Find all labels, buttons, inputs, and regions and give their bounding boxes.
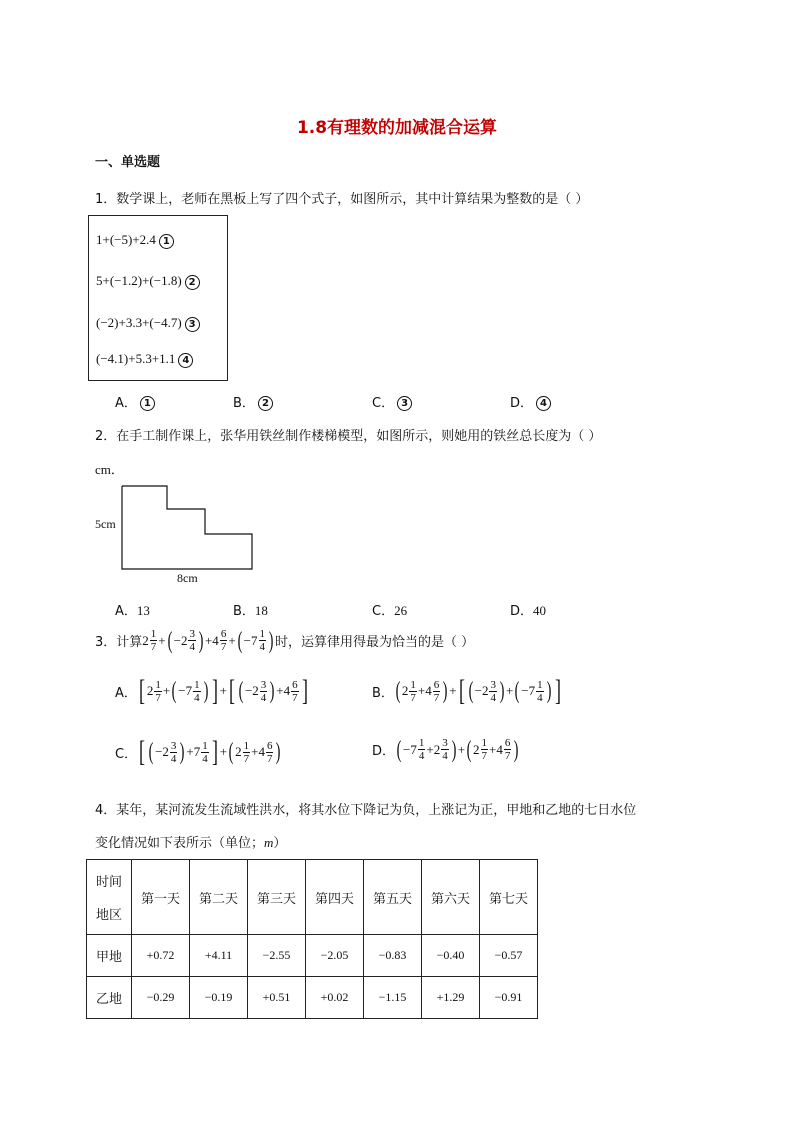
q2-option-c[interactable]: C．26 bbox=[372, 603, 408, 619]
question-3-text: 3．计算 2 $\frac{1}{7}$ + ( −2 $\frac{3}{4}$ ) +4 $\frac{6}{7}$ + ( −7 $\frac{1}{4}$ ) 时，运算律用得最为恰当的是（ ） bbox=[95, 627, 475, 654]
q1-option-d[interactable]: D． 4 bbox=[510, 392, 551, 411]
question-4-text-line2: 变化情况如下表所示（单位；m） bbox=[95, 835, 287, 851]
table-cell: −0.40 bbox=[422, 935, 480, 977]
question-1-text: 1．数学课上，老师在黑板上写了四个式子，如图所示，其中计算结果为整数的是（ ） bbox=[95, 192, 589, 207]
table-cell: −2.05 bbox=[306, 935, 364, 977]
board-equation-2: 5+(−1.2)+(−1.8) 2 bbox=[96, 273, 200, 290]
table-cell: +1.29 bbox=[422, 977, 480, 1019]
page-title: 1.8有理数的加减混合运算 bbox=[296, 118, 498, 138]
water-level-table bbox=[86, 859, 538, 1019]
board-equation-1: 1+(−5)+2.4 1 bbox=[96, 232, 174, 249]
circled-number: 2 bbox=[185, 275, 200, 290]
q3-option-b[interactable]: B． ( 2 $\frac{1}{7}$ +4 $\frac{6}{7}$ ) + [ ( −2 $\frac{3}{4}$ ) + ( −7 $\frac{1}{4}$ ) ] bbox=[372, 674, 561, 707]
header-corner-cell: 时间 地区 bbox=[87, 860, 132, 935]
question-4-text-line1: 4．某年，某河流发生流域性洪水，将其水位下降记为负，上涨记为正，甲地和乙地的七日水位 bbox=[95, 803, 637, 818]
question-2-text: 2．在手工制作课上，张华用铁丝制作楼梯模型，如图所示，则她用的铁丝总长度为（ ） bbox=[95, 429, 602, 444]
table-cell: −0.83 bbox=[364, 935, 422, 977]
row-header: 甲地 bbox=[87, 935, 132, 977]
q3-option-d[interactable]: D． ( −7 $\frac{1}{4}$ +2 $\frac{3}{4}$ ) + ( 2 $\frac{1}{7}$ +4 $\frac{6}{7}$ ) bbox=[372, 736, 519, 763]
column-header: 第二天 bbox=[190, 860, 248, 935]
staircase-figure bbox=[118, 482, 258, 574]
table-row bbox=[87, 977, 538, 1019]
q1-option-b[interactable]: B． 2 bbox=[233, 392, 273, 411]
q1-option-a[interactable]: A． 1 bbox=[115, 392, 155, 411]
table-cell: −2.55 bbox=[248, 935, 306, 977]
column-header: 第一天 bbox=[132, 860, 190, 935]
column-header: 第六天 bbox=[422, 860, 480, 935]
q3-option-c[interactable]: C． [ ( −2 $\frac{3}{4}$ ) +7 $\frac{1}{4}$ ] + ( 2 $\frac{1}{7}$ +4 $\frac{6}{7}$ ) bbox=[115, 735, 281, 768]
table-cell: −0.91 bbox=[480, 977, 538, 1019]
table-cell: −0.19 bbox=[190, 977, 248, 1019]
column-header: 第七天 bbox=[480, 860, 538, 935]
circled-number: 4 bbox=[178, 353, 193, 368]
column-header: 第四天 bbox=[306, 860, 364, 935]
q2-option-d[interactable]: D．40 bbox=[510, 603, 547, 619]
board-equation-3: (−2)+3.3+(−4.7) 3 bbox=[96, 315, 200, 332]
q3-expression: 2 $\frac{1}{7}$ + ( −2 $\frac{3}{4}$ ) +4 $\frac{6}{7}$ + ( −7 $\frac{1}{4}$ ) bbox=[142, 627, 274, 654]
circled-number: 1 bbox=[159, 234, 174, 249]
table-cell: +0.02 bbox=[306, 977, 364, 1019]
row-header: 乙地 bbox=[87, 977, 132, 1019]
table-cell: −1.15 bbox=[364, 977, 422, 1019]
column-header: 第五天 bbox=[364, 860, 422, 935]
circled-number: 3 bbox=[185, 317, 200, 332]
table-cell: −0.29 bbox=[132, 977, 190, 1019]
q2-unit: cm． bbox=[95, 462, 124, 477]
table-cell: +0.72 bbox=[132, 935, 190, 977]
column-header: 第三天 bbox=[248, 860, 306, 935]
q1-option-c[interactable]: C． 3 bbox=[372, 392, 412, 411]
board-equation-4: (−4.1)+5.3+1.1 4 bbox=[96, 351, 193, 368]
q2-option-a[interactable]: A．13 bbox=[115, 603, 150, 619]
table-cell: −0.57 bbox=[480, 935, 538, 977]
table-header-row bbox=[87, 860, 538, 935]
q2-option-b[interactable]: B．18 bbox=[233, 603, 268, 619]
width-label: 8cm bbox=[177, 571, 198, 585]
section-heading: 一、单选题 bbox=[95, 155, 161, 170]
table-cell: +4.11 bbox=[190, 935, 248, 977]
q3-option-a[interactable]: A． [ 2 $\frac{1}{7}$ + ( −7 $\frac{1}{4}$ ) ] + [ ( −2 $\frac{3}{4}$ ) +4 $\frac{6}{7}$ ] bbox=[115, 674, 308, 707]
height-label: 5cm bbox=[95, 517, 116, 531]
table-cell: +0.51 bbox=[248, 977, 306, 1019]
table-row bbox=[87, 935, 538, 977]
